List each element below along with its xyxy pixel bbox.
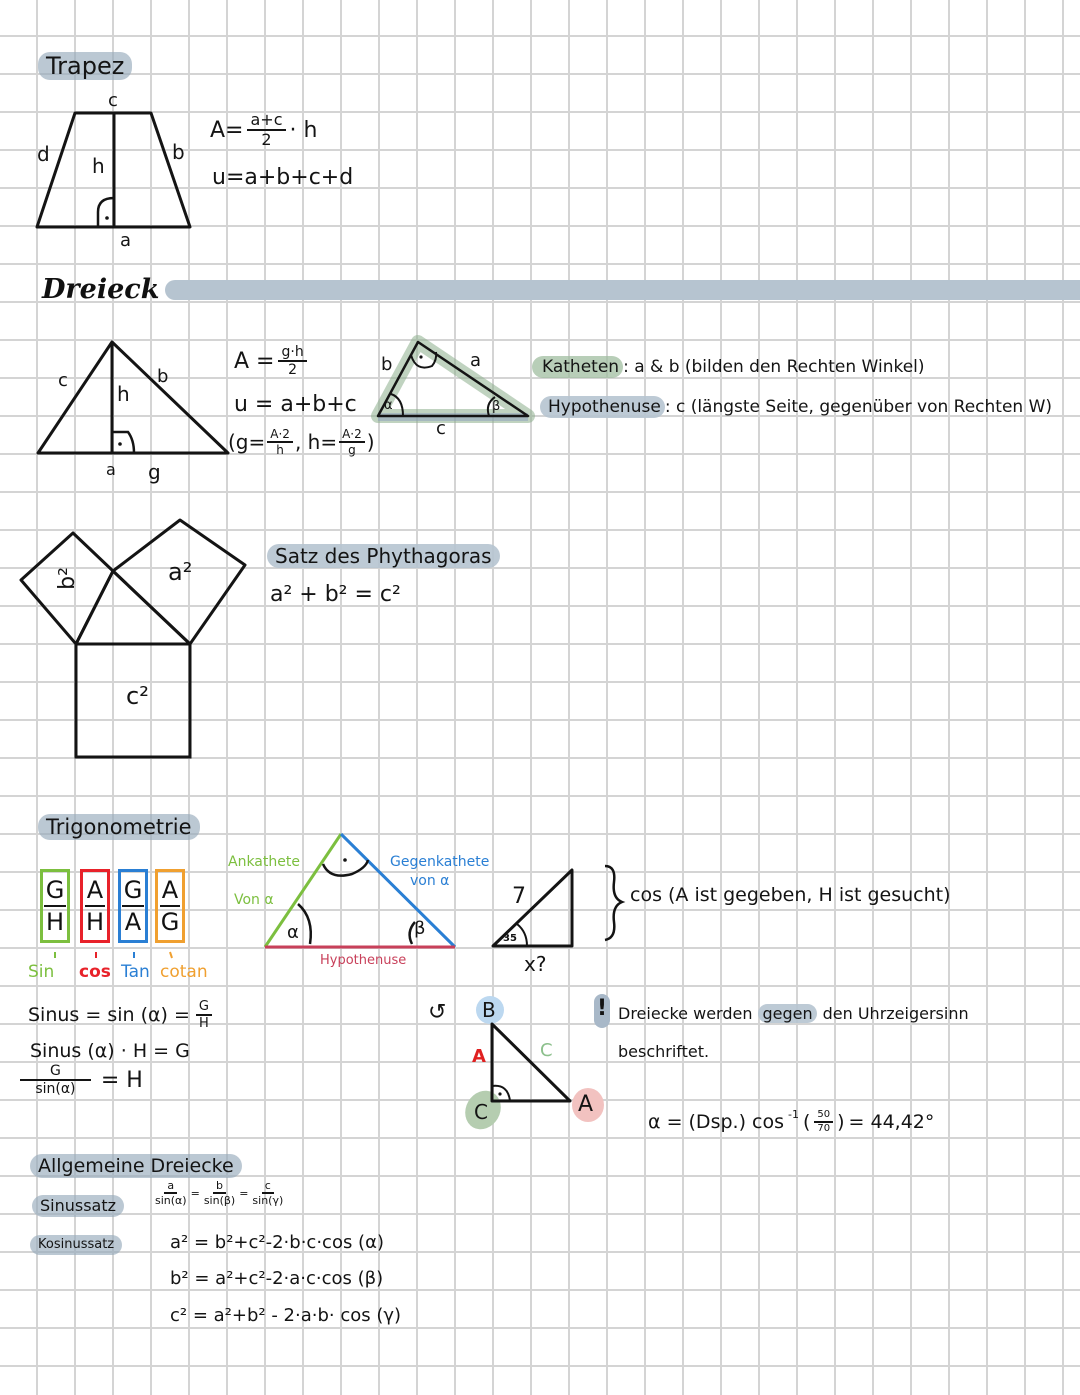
vertex-c-label: C — [474, 1100, 488, 1124]
numerator: b — [213, 1180, 226, 1194]
example-note: cos (A ist gegeben, H ist gesucht) — [630, 884, 951, 906]
numerator: A·2 — [339, 428, 365, 443]
sinussatz-formula — [155, 1180, 283, 1206]
formula-rhs: · h — [289, 117, 318, 143]
example-hypotenuse-value: 7 — [512, 884, 526, 909]
denominator: sin(α) — [155, 1194, 187, 1207]
dreieck-label-g: g — [148, 460, 161, 484]
kosinussatz-formula-a: a² = b²+c²-2·b·c·cos (α) — [170, 1232, 384, 1253]
right-triangle-alpha: α — [384, 398, 393, 413]
trigonometrie-title: Trigonometrie — [38, 814, 200, 840]
vertex-b-label: B — [482, 998, 496, 1022]
numerator: 50 — [814, 1110, 833, 1123]
dreieck-label-c: c — [58, 370, 68, 391]
square-label-b2: b² — [54, 567, 80, 590]
sinus-rearranged: Sinus (α) · H = G — [30, 1040, 190, 1062]
denominator: 2 — [261, 130, 272, 149]
dreieck-label-b: b — [157, 366, 169, 387]
cos-label: cos — [79, 962, 111, 982]
trapez-label-c: c — [108, 90, 118, 111]
katheten-text: : a & b (bilden den Rechten Winkel) — [623, 357, 925, 377]
right-triangle-label-a: a — [470, 350, 482, 371]
beta-angle-label: β — [414, 918, 426, 939]
katheten-highlight: Katheten — [532, 356, 623, 378]
close-paren: ) — [366, 430, 375, 454]
calc-lhs: α = (Dsp.) cos — [648, 1111, 784, 1133]
gegenkathete-label: Gegenkathete — [390, 854, 490, 870]
trapez-title: Trapez — [38, 52, 132, 80]
warning-text-highlight: gegen — [758, 1004, 816, 1023]
ratio-denominator: A — [124, 908, 142, 936]
fraction — [155, 1180, 187, 1206]
hypothenuse-highlight: Hypothenuse — [540, 396, 665, 418]
counterclockwise-icon: ↺ — [428, 1000, 447, 1025]
dreieck-label-h: h — [117, 382, 130, 406]
hypothenuse-label: Hypothenuse — [320, 953, 407, 968]
ankathete-label: Ankathete — [228, 854, 300, 870]
denominator: H — [199, 1016, 209, 1031]
numerator: a — [164, 1180, 177, 1194]
g-lhs: (g= — [228, 430, 266, 454]
close-paren: ) — [837, 1111, 845, 1133]
open-paren: ( — [802, 1111, 811, 1133]
right-triangle-label-b: b — [381, 354, 393, 375]
warning-text-post: den Uhrzeigersinn — [822, 1004, 969, 1023]
numerator: c — [262, 1180, 274, 1194]
kosinussatz-formula-c: c² = a²+b² - 2·a·b· cos (γ) — [170, 1305, 402, 1326]
numerator: G — [20, 1064, 91, 1081]
angle-calculation — [648, 1107, 935, 1134]
denominator: 70 — [817, 1123, 831, 1134]
pythagoras-title: Satz des Phythagoras — [267, 544, 500, 568]
ankathete-von-label: Von α — [234, 892, 274, 908]
ratio-numerator: A — [85, 878, 105, 907]
gegenkathete-von-label: von α — [410, 873, 450, 889]
trapez-label-b: b — [172, 140, 185, 164]
right-triangle-label-c: c — [436, 418, 446, 439]
sin-label: Sin — [28, 962, 55, 982]
ratio-numerator: G — [122, 878, 145, 907]
sinussatz-label: Sinussatz — [32, 1195, 124, 1217]
equals: = — [190, 1186, 200, 1200]
numerator: G — [196, 1000, 212, 1016]
square-label-a2: a² — [168, 558, 193, 586]
fraction — [814, 1110, 833, 1134]
denominator: sin(α) — [35, 1081, 76, 1097]
warning-text-pre: Dreiecke werden — [618, 1004, 753, 1023]
labeled-triangle-diagram — [0, 0, 620, 1140]
denominator: sin(β) — [203, 1194, 236, 1207]
ratio-numerator: A — [160, 878, 180, 907]
side-c-label: C — [540, 1040, 553, 1061]
alpha-angle-label: α — [287, 922, 299, 943]
tan-label: Tan — [121, 962, 150, 982]
calc-rhs: = 44,42° — [848, 1111, 935, 1133]
right-triangle-beta: β — [492, 399, 501, 414]
kosinussatz-formula-b: b² = a²+c²-2·a·c·cos (β) — [170, 1268, 384, 1289]
allgemeine-title: Allgemeine Dreiecke — [30, 1154, 242, 1178]
trapez-perimeter-formula: u=a+b+c+d — [212, 165, 354, 190]
example-angle-value: 35 — [503, 933, 517, 944]
trapez-label-a: a — [120, 230, 132, 251]
side-a-label: A — [472, 1046, 486, 1067]
fraction — [252, 1180, 283, 1206]
dreieck-title: Dreieck — [42, 274, 160, 305]
formula-lhs: A= — [210, 117, 244, 143]
ratio-denominator: G — [160, 908, 180, 936]
sinus-lhs: Sinus = sin (α) = — [28, 1004, 190, 1026]
numerator: a+c — [247, 112, 285, 131]
ratio-denominator: H — [45, 908, 65, 936]
trapez-label-d: d — [37, 142, 50, 166]
dreieck-perimeter-formula: u = a+b+c — [234, 392, 357, 417]
warning-note-line1 — [618, 1004, 969, 1023]
trapez-label-h: h — [92, 154, 105, 178]
denominator: g — [348, 443, 356, 457]
denominator: 2 — [288, 362, 298, 378]
ratio-numerator: G — [44, 878, 67, 907]
numerator: A·2 — [267, 428, 293, 443]
dreieck-label-a: a — [106, 460, 116, 479]
h-lhs: , h= — [294, 430, 338, 454]
cotan-label: cotan — [160, 962, 208, 982]
vertex-a-label: A — [578, 1092, 594, 1117]
formula-lhs: A = — [234, 348, 275, 374]
square-label-c2: c² — [126, 682, 149, 710]
example-unknown: x? — [524, 952, 547, 976]
warning-note-line2: beschriftet. — [618, 1042, 710, 1061]
calc-exponent: -1 — [788, 1107, 799, 1121]
denominator: h — [276, 443, 284, 457]
warning-icon: ! — [597, 996, 608, 1021]
fraction — [204, 1180, 235, 1206]
denominator: sin(γ) — [252, 1194, 284, 1207]
ratio-denominator: H — [85, 908, 105, 936]
hypothenuse-text: : c (längste Seite, gegenüber von Rechten W) — [664, 397, 1053, 417]
pythagoras-formula: a² + b² = c² — [270, 582, 401, 607]
kosinussatz-label: Kosinussatz — [30, 1235, 122, 1255]
equals: = — [239, 1186, 249, 1200]
numerator: g·h — [278, 345, 306, 362]
rhs: = H — [100, 1067, 143, 1093]
